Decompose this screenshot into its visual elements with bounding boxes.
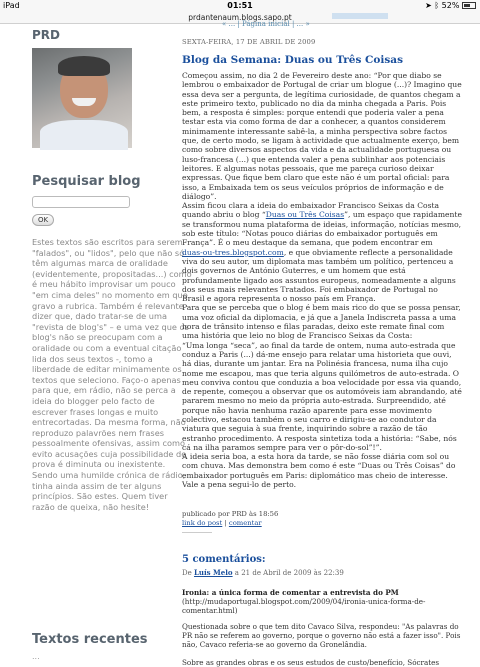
battery-icon	[462, 2, 476, 9]
post-paragraph: Para que se perceba que o blog é bem mais rico do que se possa pensar, uma voz oficial da diplomacia, e já que a Janela Indiscreta passa a uma hora de trânsito intenso e filas paradas, deixo este remate final com uma história que leio no blog de Francisco Seixas da Costa:	[182, 303, 461, 341]
photo-shirt	[40, 120, 128, 150]
link-separator: |	[222, 519, 229, 527]
comment-date: a 21 de Abril de 2009 às 22:39	[232, 569, 344, 577]
post-date: SEXTA-FEIRA, 17 DE ABRIL DE 2009	[182, 38, 316, 46]
post-paragraph: “Uma longa “seca”, ao final da tarde de ontem, numa auto-estrada que conduz a Paris (...) dá-me ensejo para relatar uma historieta que ouvi, há dias, durante um jantar. Era na Polinésia francesa, numa ilha cujo nome me escapou, mas que teria alguns quilómetros de auto-estrada. O meu conviva contou que conduzia a boa velocidade por essa via quando, de repente, começou a observar que os automóveis iam abrandando, até pararem mesmo no meio da própria auto-estrada. Surpreendido, até porque não havia nenhuma razão aparente para esse movimento colectivo, estacou também o seu carro e dirigiu-se ao condutor da viatura que seguia à sua frente, inquirindo sobre a razão de tão estranho procedimento. A resposta sintetiza toda a história: “Sabe, nós cá na ilha paramos sempre para ver o pôr-do-sol”!”.	[182, 340, 462, 452]
post-footer-links	[182, 519, 262, 527]
battery-label: 52%	[441, 1, 460, 10]
post-paragraph	[182, 248, 462, 304]
post-paragraph	[182, 201, 462, 247]
post-body	[182, 71, 462, 489]
blog-name[interactable]: PRD	[32, 28, 60, 42]
ok-button[interactable]: OK	[32, 214, 54, 226]
post-navigation[interactable]: « ... | Página inicial | ... »	[222, 20, 310, 28]
comment-body-continued: Sobre as grandes obras e os seus estudos de custo/benefício, Sócrates	[182, 658, 440, 667]
post-text: Assim ficou clara a ideia do embaixador Francisco Seixas da Costa quando abriu o blog “	[182, 201, 440, 220]
post-paragraph: A ideia seria boa, a esta hora da tarde, se não fosse diária com sol ou com chuva. Mas demonstra bem como é este “Duas ou Três Coisas” do embaixador português em Paris: diplomático mas cheio de interesse. Vale a pena segui-lo de perto.	[182, 452, 456, 490]
location-icon: ➤	[425, 1, 432, 10]
post-paragraph: Começou assim, no dia 2 de Fevereiro deste ano: “Por que diabo se lembrou o embaixador de Portugal de criar um blogue (...)? Imagino que essa deva ser a pergunta, de legítima curiosidade, de quantos chegam a este primeiro texto, publicado no dia da minha chegada a Paris. Pois bem, a resposta é simples: porque entendi que poderia valer a pena testar esta via como forma de dar a conhecer, a quantos considerem minimamente interessante sabê-la, a minha perspectiva sobre factos que, de certo modo, se ligam à actividade que actualmente exerço, bem como sobre diversos aspectos da vida e da actualidade portuguesa ou luso-francesa (...) que entenda valer a pena sublinhar aos potenciais leitores. E algumas notas pessoais, que me pareça curioso deixar expressas. Que fique bem claro que este não é um portal oficial: para isso, a Embaixada tem os seus veículos próprios de informação e de diálogo”.	[182, 71, 462, 201]
search-heading: Pesquisar blog	[32, 174, 141, 189]
photo-hair	[58, 56, 110, 76]
about-text: Estes textos são escritos para serem "falados", ou "lidos", pelo que não só têm algumas marca de oralidade (evidentemente, propositadas...) como é meu hábito improvisar um pouco "em cima deles" no momento em que gravo a rubrica. Também é relevante dizer que, dado tratar-se de uma "revista de blog's" – e uma vez que os blog's não se preocupam com a oralidade ou com a eventual citação lida dos seus textos -, tomo a liberdade de editar minimamente os textos que seleciono. Faço-o apenas para que, em rádio, não se perca a ideia do blogger pelo facto de escrever frases longas e muito entrecortadas. Da mesma forma, não reproduzo palavrões nem frases pessoalmente ofensivas, assim como evito acusações cuja possibilidade de prova é diminuta ou inexistente. Sendo uma humilde crónica de rádio, tinha ainda assim de ter alguns princípios. São estes. Quem tiver razão de queixa, não hesite!	[32, 237, 192, 512]
clock: 01:51	[227, 1, 253, 10]
comment-title: Ironia: a única forma de comentar a entrevista do PM	[182, 588, 399, 597]
comment-prefix: De	[182, 569, 194, 577]
recent-posts-heading: Textos recentes	[32, 632, 148, 647]
divider	[182, 532, 212, 533]
comment-body: Questionada sobre o que tem dito Cavaco Silva, respondeu: "As palavras do PR não se referem ao governo, porque o governo não está a fazer isso". Pois não, Cavaco referia-se ao governo da Gronelândia.	[182, 622, 461, 649]
comment-heading	[182, 588, 462, 615]
status-bar	[0, 0, 480, 13]
author-photo	[32, 48, 132, 148]
post-title[interactable]: Blog da Semana: Duas ou Três Coisas	[182, 54, 404, 66]
search-input[interactable]	[32, 196, 130, 208]
bluetooth-icon: ᛒ	[434, 1, 440, 10]
comment-url: (http://mudaportugal.blogspot.com/2009/04/ironia-unica-forma-de-comentar.html)	[182, 597, 426, 615]
status-right	[425, 1, 476, 10]
blog-link[interactable]: Duas ou Três Coisas	[265, 210, 345, 220]
comment-link[interactable]: comentar	[228, 519, 262, 527]
permalink-link[interactable]: link do post	[182, 519, 223, 527]
comment-author-link[interactable]: Luís Melo	[193, 568, 233, 577]
comment-meta	[182, 568, 344, 577]
recent-posts-list: ...	[32, 652, 40, 661]
comments-heading: 5 comentários:	[182, 554, 266, 565]
post-text: ”, um espaço que rapidamente se transformou numa plataforma de ideias, informação, notícias mesmo, sob este título: “Notas pouco diárias do embaixador português em França”. É o meu destaque da semana, que podem encontrar em	[182, 210, 462, 248]
url-text[interactable]: prdantenaum.blogs.sapo.pt	[188, 13, 292, 22]
post-byline: publicado por PRD às 18:56	[182, 510, 279, 518]
carrier-label: iPad	[3, 1, 20, 10]
highlight-fragment	[332, 13, 388, 19]
blog-url-link[interactable]: duas-ou-tres.blogspot.com	[182, 247, 284, 257]
blog-page	[22, 20, 462, 667]
post-text: , e que obviamente reflecte a personalidade viva do seu autor, um diplomata mas também um político, pertenceu a dois governos de António Guterres, e um homem que está profundamente ligado aos assuntos europeus, nomeadamente a alguns dos seus mais relevantes Tratados. Foi embaixador de Portugal no Brasil e agora representa o nosso país em França.	[182, 247, 456, 304]
